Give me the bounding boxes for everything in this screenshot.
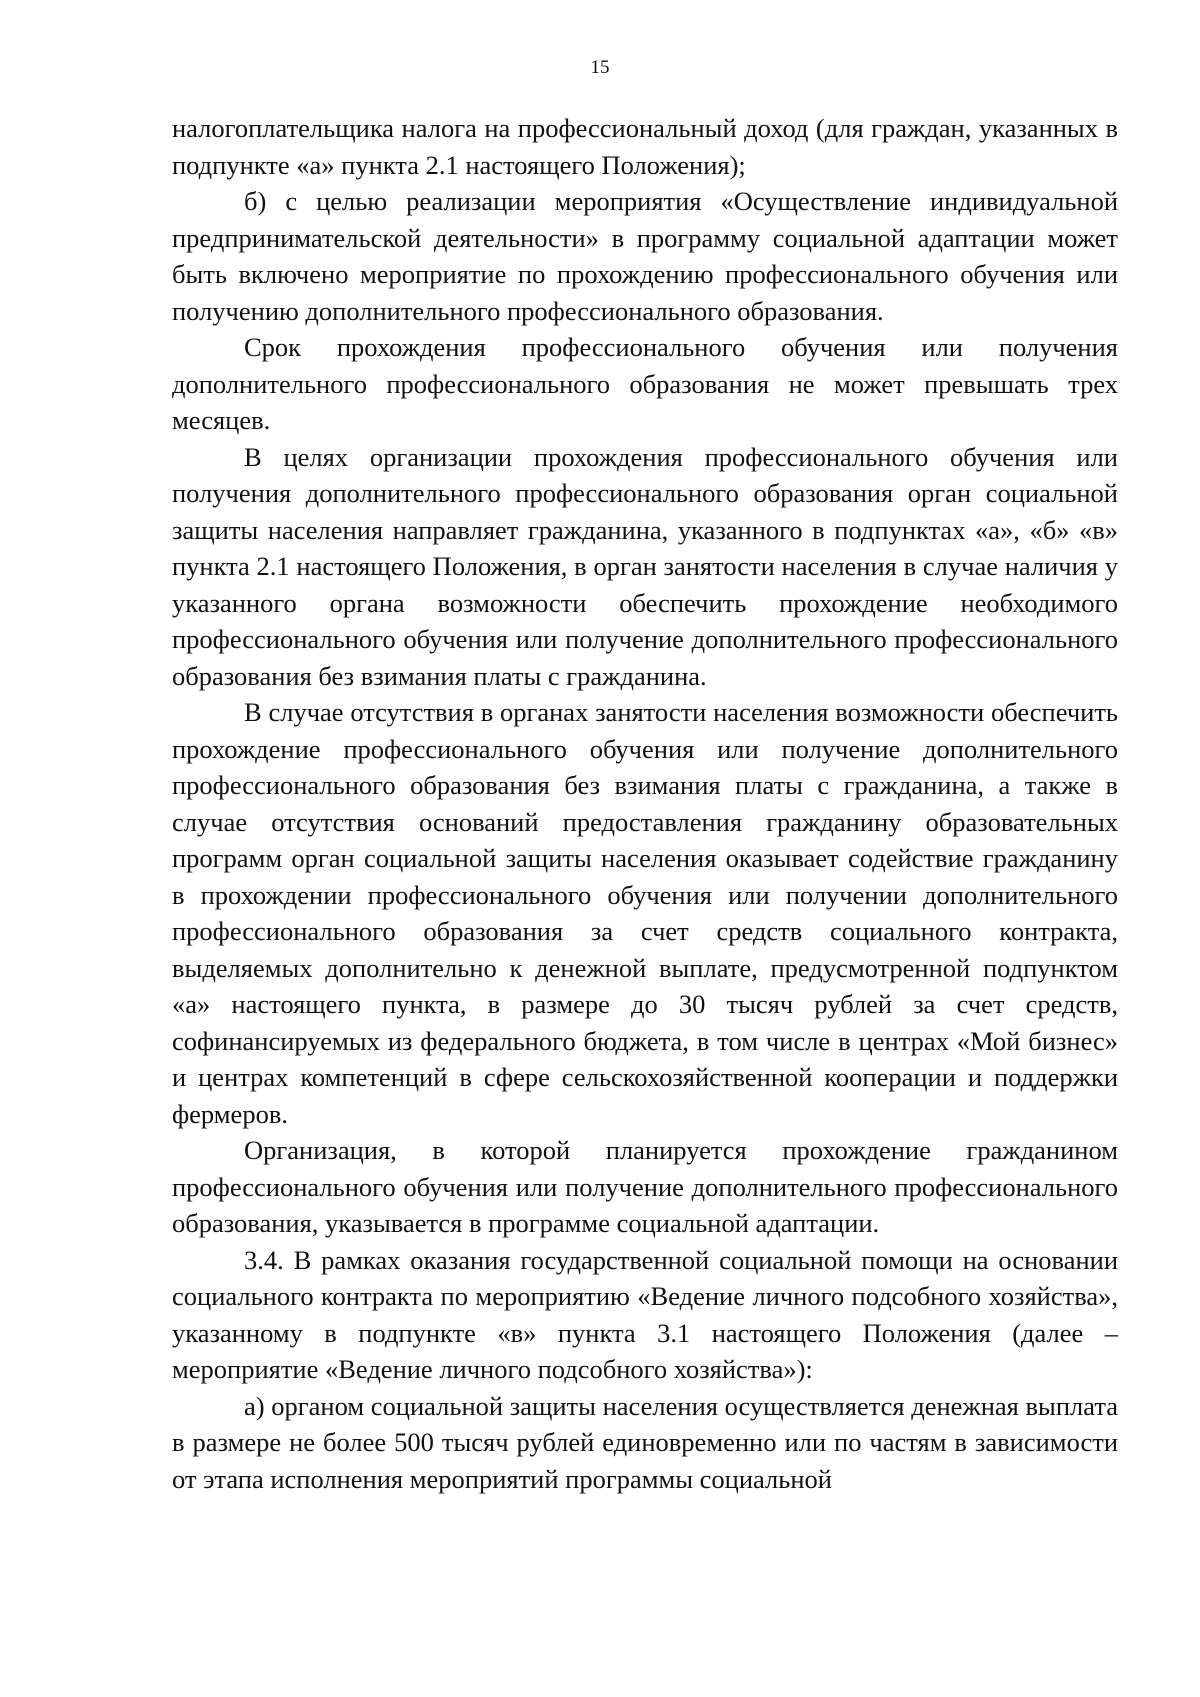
paragraph: Срок прохождения профессионального обучения или получения дополнительного профессионального образования не может превышать трех месяцев. (172, 332, 1118, 435)
page-number: 15 (590, 57, 610, 78)
paragraph: б) с целью реализации мероприятия «Осуществление индивидуальной предпринимательской деятельности» в программу социальной адаптации может быть включено мероприятие по прохождению профессионального обучения или получению дополнительного профессионального образования. (172, 186, 1118, 326)
paragraph: налогоплательщика налога на профессиональный доход (для граждан, указанных в подпункте «а» пункта 2.1 настоящего Положения); (172, 113, 1118, 180)
paragraph: Организация, в которой планируется прохождение гражданином профессионального обучения или получение дополнительного профессионального образования, указывается в программе социальной адаптации. (172, 1135, 1118, 1238)
paragraph: а) органом социальной защиты населения осуществляется денежная выплата в размере не более 500 тысяч рублей единовременно или по частям в зависимости от этапа исполнения мероприятий программы социальной (172, 1390, 1118, 1494)
paragraph: 3.4. В рамках оказания государственной социальной помощи на основании социального контракта по мероприятию «Ведение личного подсобного хозяйства», указанному в подпункте «в» пункта 3.1 настоящего Положения (далее – мероприятие «Ведение личного подсобного хозяйства»): (172, 1244, 1118, 1384)
paragraph: В случае отсутствия в органах занятости населения возможности обеспечить прохождение профессионального обучения или получение дополнительного профессионального образования без взимания платы с гражданина, а также в случае отсутствия оснований предоставления гражданину образовательных программ орган социальной защиты населения оказывает содействие гражданину в прохождении профессионального обучения или получении дополнительного профессионального образования за счет средств социального контракта, выделяемых дополнительно к денежной выплате, предусмотренной подпунктом «а» настоящего пункта, в размере до 30 тысяч рублей за счет средств, софинансируемых из федерального бюджета, в том числе в центрах «Мой бизнес» и центрах компетенций в сфере сельскохозяйственной кооперации и поддержки фермеров. (172, 697, 1118, 1129)
paragraph: В целях организации прохождения профессионального обучения или получения дополнительного профессионального образования орган социальной защиты населения направляет гражданина, указанного в подпунктах «а», «б» «в» пункта 2.1 настоящего Положения, в орган занятости населения в случае наличия у указанного органа возможности обеспечить прохождение необходимого профессионального обучения или получение дополнительного профессионального образования без взимания платы с гражданина. (172, 441, 1118, 691)
document-body (172, 110, 1118, 1497)
